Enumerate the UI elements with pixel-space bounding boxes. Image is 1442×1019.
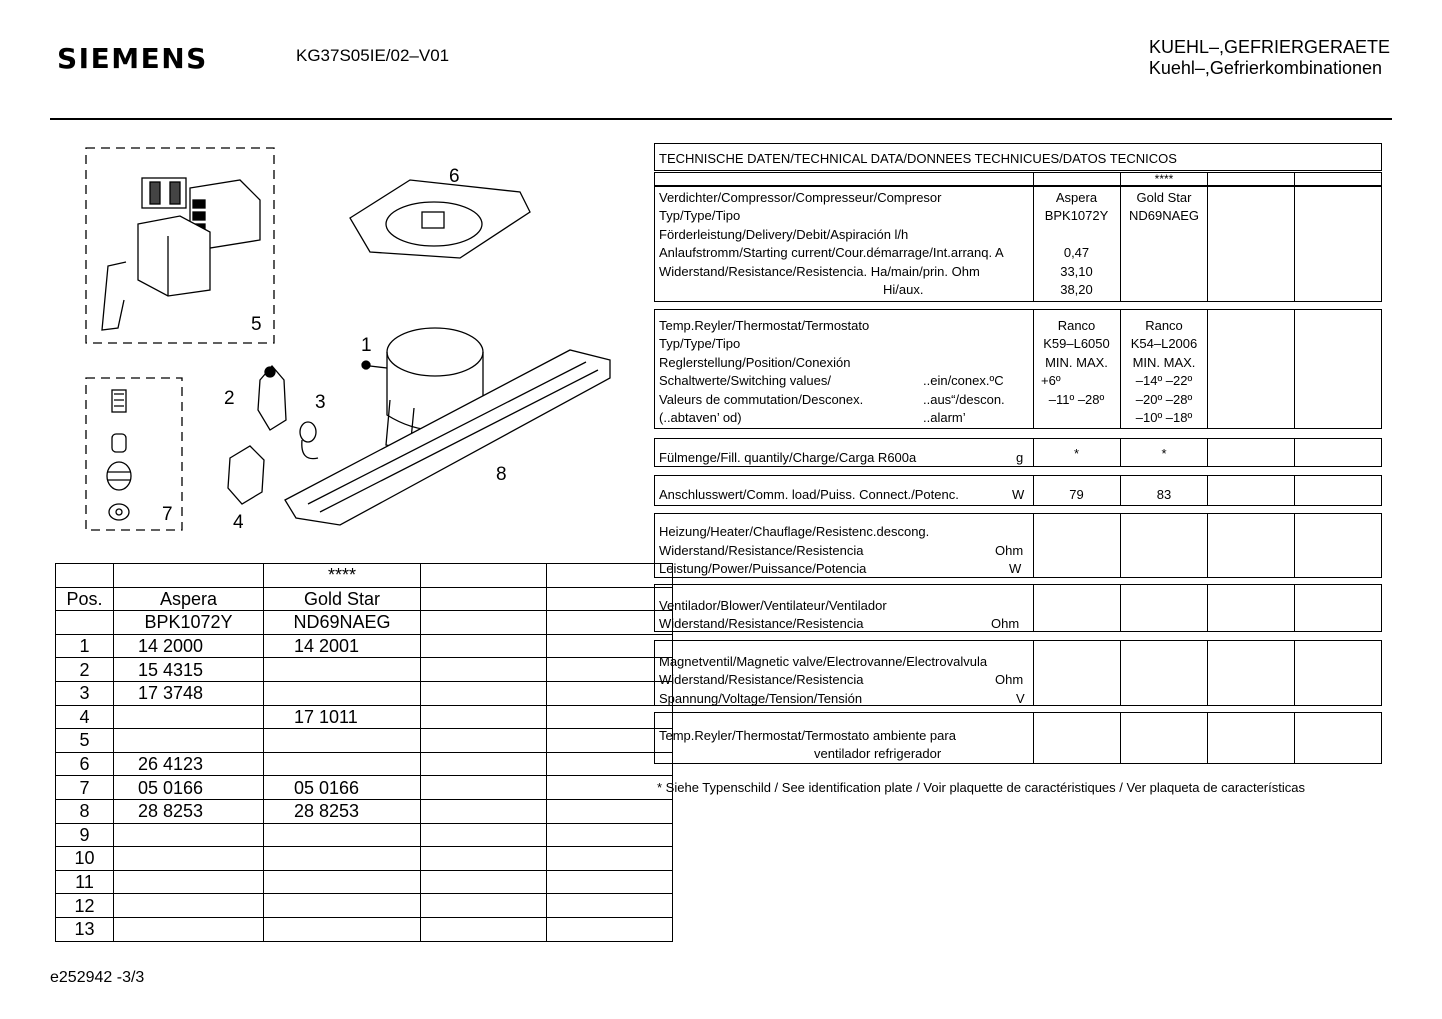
col1-name: Aspera xyxy=(114,587,264,611)
col2-name: Gold Star xyxy=(264,587,421,611)
callout-8: 8 xyxy=(496,464,507,485)
table-row: 13 xyxy=(56,917,673,941)
col2-type: ND69NAEG xyxy=(264,611,421,635)
model-number: KG37S05IE/02–V01 xyxy=(296,46,450,65)
valve-box: Magnetventil/Magnetic valve/Electrovanne/Electrovalvula Widerstand/Resistance/Resistencia Ohm Spannung/Voltage/Tension/Tensión V xyxy=(654,640,1382,706)
callout-5: 5 xyxy=(251,314,262,335)
table-row: 10 xyxy=(56,847,673,871)
col1-type: BPK1072Y xyxy=(114,611,264,635)
stars-cell: **** xyxy=(264,564,421,588)
page-code: e252942 -3/3 xyxy=(50,969,145,986)
table-row: 5 xyxy=(56,729,673,753)
table-row: 1 14 2000 14 2001 xyxy=(56,634,673,658)
blower-box: Ventilador/Blower/Ventilateur/Ventilador Widerstand/Resistance/Resistencia Ohm xyxy=(654,584,1382,632)
heater-box: Heizung/Heater/Chauflage/Resistenc.descong. Widerstand/Resistance/Resistencia Ohm Leistung/Power/Puissance/Potencia W xyxy=(654,513,1382,578)
callout-7: 7 xyxy=(162,504,173,525)
fill-box: Fülmenge/Fill. quantily/Charge/Carga R600a g * * xyxy=(654,438,1382,467)
category-title: KUEHL–,GEFRIERGERAETE xyxy=(1148,37,1390,57)
pos-header: Pos. xyxy=(56,587,114,611)
ambient-box: Temp.Reyler/Thermostat/Termostato ambiente para ventilador refrigerador xyxy=(654,712,1382,764)
callout-3: 3 xyxy=(315,392,326,413)
table-row: 7 05 0166 05 0166 xyxy=(56,776,673,800)
tech-stars: **** xyxy=(1154,172,1174,186)
table-row: 3 17 3748 xyxy=(56,681,673,705)
load-box: Anschlusswert/Comm. load/Puiss. Connect./Potenc. W 79 83 xyxy=(654,475,1382,506)
table-row: 9 xyxy=(56,823,673,847)
callout-1: 1 xyxy=(361,335,372,356)
table-row: 6 26 4123 xyxy=(56,752,673,776)
thermostat-box: Temp.Reyler/Thermostat/Termostato Typ/Type/Tipo Reglerstellung/Position/Conexión Schaltwerte/Switching values/ ..ein/conex.ºC Valeurs de commutation/Desconex. ..aus“/descon. (..abtaven’ od) ..alarm’ Ranco K59–L6050 MIN. MAX. +6º –11º –28º Ranco K54–L2006 MIN. MAX. –14º –22º –20º –28º –10º –18º xyxy=(654,309,1382,429)
callout-6: 6 xyxy=(449,166,460,187)
category-subtitle: Kuehl–,Gefrierkombinationen xyxy=(1148,58,1382,78)
exploded-parts-drawing xyxy=(50,140,630,540)
parts-table xyxy=(55,563,673,942)
table-row: 8 28 8253 28 8253 xyxy=(56,799,673,823)
header-divider xyxy=(50,118,1392,120)
tech-stars-box xyxy=(654,172,1382,186)
callout-4: 4 xyxy=(233,512,244,533)
table-row: 11 xyxy=(56,870,673,894)
tech-title-box xyxy=(654,143,1382,171)
table-row: 2 15 4315 xyxy=(56,658,673,682)
brand-logo: SIEMENS xyxy=(57,42,208,75)
table-row: 4 17 1011 xyxy=(56,705,673,729)
footnote: * Siehe Typenschild / See identification plate / Voir plaquette de caractéristiques / Ver plaqueta de características xyxy=(657,780,1305,795)
table-row: 12 xyxy=(56,894,673,918)
tech-title: TECHNISCHE DATEN/TECHNICAL DATA/DONNEES TECHNICUES/DATOS TECNICOS xyxy=(659,151,1177,166)
compressor-box: Verdichter/Compressor/Compresseur/Compresor Typ/Type/Tipo Förderleistung/Delivery/Debit/Aspiración l/h Anlaufstromm/Starting current/Cour.démarrage/Int.arranq. A Widerstand/Resistance/Resistencia. Ha/main/prin. Ohm Hi/aux. Aspera BPK1072Y 0,47 33,10 38,20 Gold Star ND69NAEG xyxy=(654,186,1382,302)
callout-2: 2 xyxy=(224,388,235,409)
